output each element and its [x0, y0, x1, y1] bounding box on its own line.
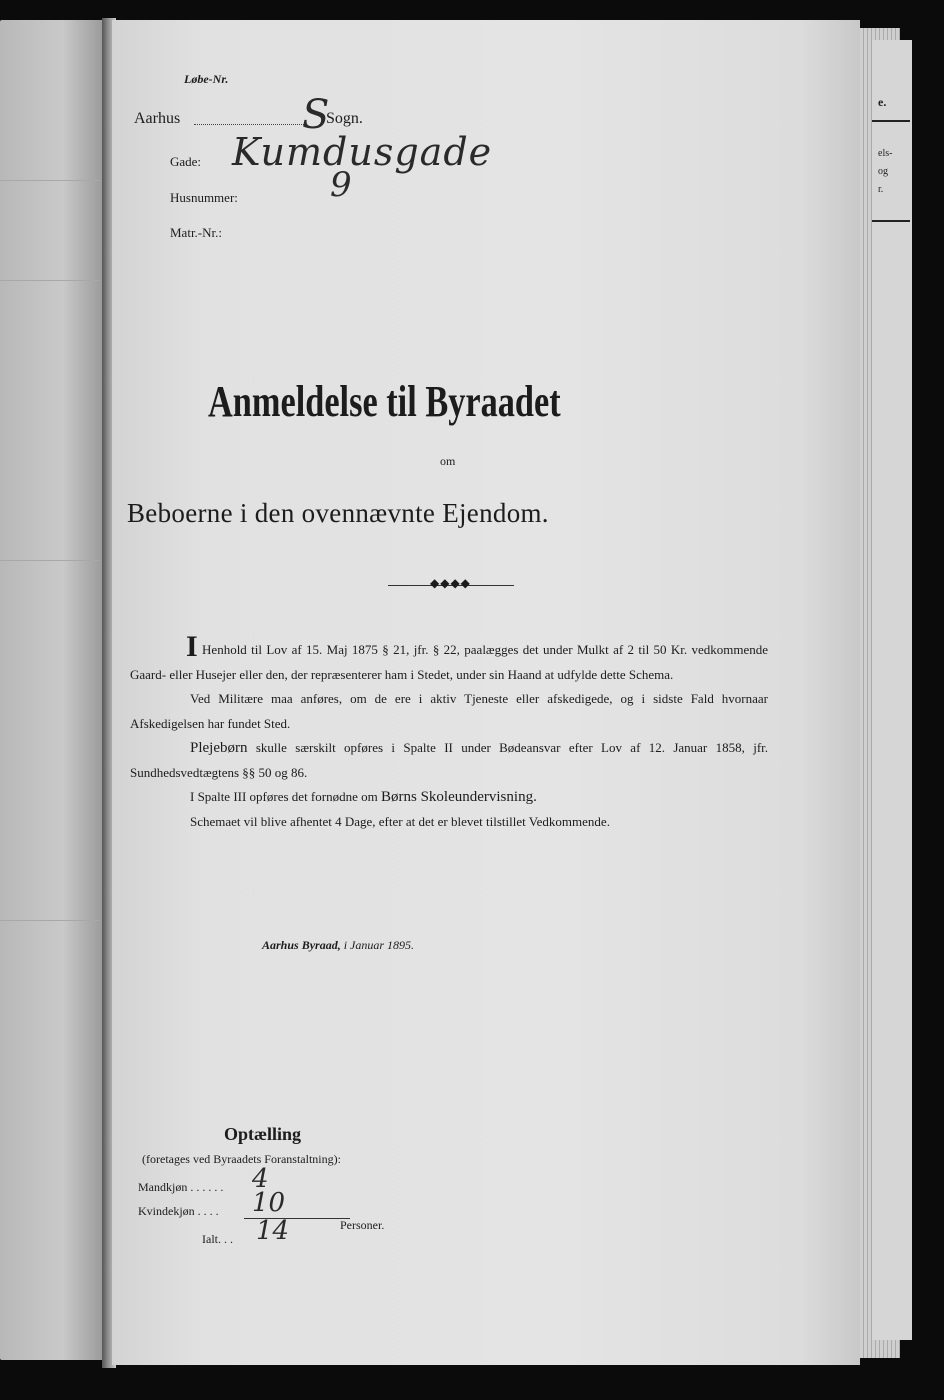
signature-date: i Januar 1895. — [343, 938, 415, 952]
next-page-rule — [872, 220, 910, 222]
ornament-diamonds: ◆◆◆◆ — [430, 576, 471, 590]
next-page-rule — [872, 120, 910, 122]
total-label: Ialt. . . — [202, 1232, 233, 1246]
paragraph-3 — [130, 736, 768, 785]
left-page-edge — [0, 20, 104, 1360]
city-label: Aarhus — [134, 110, 181, 127]
paragraph-1 — [130, 630, 768, 687]
female-value: 10 — [252, 1188, 286, 1218]
lobe-nr-label: Løbe-Nr. — [184, 72, 229, 86]
om-text: om — [440, 454, 456, 468]
male-label: Mandkjøn . . . . . . — [138, 1180, 224, 1194]
paragraph-4 — [130, 785, 768, 810]
paragraph-2: Ved Militære maa anføres, om de ere i aktiv Tjeneste eller afskedigede, og i sidste Fald hvornaar Afskedigelsen har fundet Sted. — [130, 691, 768, 731]
count-title: Optælling — [224, 1124, 302, 1144]
ghost-rule — [0, 280, 100, 281]
ghost-rule — [0, 920, 100, 921]
female-label: Kvindekjøn . . . . — [138, 1204, 219, 1218]
paragraph-3-text: skulle særskilt opføres i Spalte II under Bødeansvar efter Lov af 12. Januar 1858, jfr. Sundhedsvedtægtens §§ 50 og 86. — [130, 740, 769, 780]
signature-name: Aarhus Byraad, — [262, 938, 341, 952]
paragraph-4-text: I Spalte III opføres det fornødne om — [190, 789, 378, 804]
paragraph-1-text: Henhold til Lov af 15. Maj 1875 § 21, jfr. § 22, paalægges det under Mulkt af 2 til 50 Kr. vedkommende Gaard- eller Husejer eller den, der repræsenterer ham i Stedet, under sin Haand at udfylde dette Schema. — [130, 642, 768, 682]
husnummer-handwritten: 9 — [330, 165, 352, 205]
paragraph-4-lead: Børns Skoleundervisning. — [380, 789, 537, 805]
signature — [262, 938, 414, 953]
husnummer-label: Husnummer: — [170, 190, 238, 205]
parish-handwritten: S — [302, 92, 330, 138]
persons-label: Personer. — [340, 1218, 385, 1232]
document-page — [112, 20, 860, 1365]
next-page-fragment: r. — [878, 184, 884, 195]
document-title: Anmeldelse til Byraadet — [208, 377, 561, 426]
ghost-rule — [0, 560, 100, 561]
paragraph-3-lead: Plejebørn — [190, 740, 248, 756]
parish-dotted-line — [194, 112, 306, 125]
count-subtitle: (foretages ved Byraadets Foranstaltning): — [142, 1152, 341, 1166]
male-value: 4 — [252, 1164, 269, 1194]
next-page-fragment: og — [878, 166, 888, 177]
next-page-fragment: e. — [878, 95, 887, 109]
paragraph-5: Schemaet vil blive afhentet 4 Dage, efter at det er blevet tilstillet Vedkommende. — [190, 813, 610, 829]
next-page-edge — [872, 40, 912, 1340]
matr-label: Matr.-Nr.: — [170, 225, 222, 240]
next-page-fragment: els- — [878, 148, 893, 159]
drop-initial: I — [186, 630, 198, 663]
sogn-label: Sogn. — [326, 110, 363, 127]
gade-label: Gade: — [170, 154, 202, 169]
document-subtitle: Beboerne i den ovennævnte Ejendom. — [127, 498, 549, 528]
gade-handwritten: Kumdusgade — [232, 130, 493, 174]
total-value: 14 — [256, 1216, 290, 1246]
instructions-body — [130, 630, 769, 834]
ghost-rule — [0, 180, 100, 181]
